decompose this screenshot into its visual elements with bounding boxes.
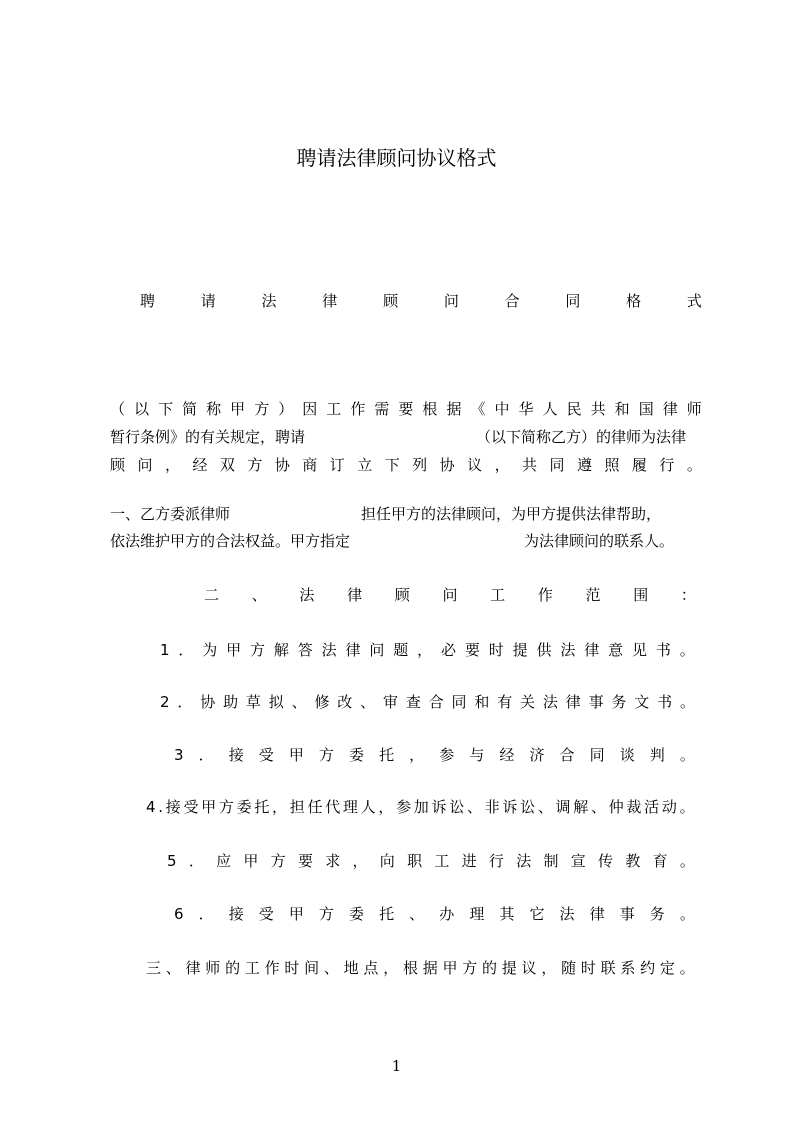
contract-subtitle: 聘 请 法 律 顾 问 合 同 格 式 xyxy=(140,292,702,310)
scope-item-1: 1 ． 为 甲 方 解 答 法 律 问 题 ， 必 要 时 提 供 法 律 意 见 书 。 xyxy=(160,641,695,659)
clause1-line-1-end: 担任甲方的法律顾问，为甲方提供法律帮助， xyxy=(361,505,662,523)
page-number: 1 xyxy=(391,1057,402,1075)
clause1-line-2-start: 依法维护甲方的合法权益。甲方指定 xyxy=(110,532,351,550)
clause3: 三 、 律 师 的 工 作 时 间 、 地 点 ， 根 据 甲 方 的 提 议 ， 随 时 联 系 约 定 。 xyxy=(146,959,695,977)
clause1-line-2-end: 为法律顾问的联系人。 xyxy=(524,532,675,550)
scope-item-2: 2 ． 协 助 草 拟 、 修 改 、 审 查 合 同 和 有 关 法 律 事 务 文 书 。 xyxy=(160,693,695,711)
preamble-line-1: （ 以 下 简 称 甲 方 ） 因 工 作 需 要 根 据 《 中 华 人 民 共 和 国 律 师 xyxy=(110,400,702,418)
scope-item-3: 3 ． 接 受 甲 方 委 托 ， 参 与 经 济 合 同 谈 判 。 xyxy=(174,746,695,764)
scope-item-5: 5 ． 应 甲 方 要 求 ， 向 职 工 进 行 法 制 宣 传 教 育 。 xyxy=(167,852,695,870)
scope-item-6: 6 ． 接 受 甲 方 委 托 、 办 理 其 它 法 律 事 务 。 xyxy=(174,905,695,923)
preamble-line-2-start: 暂行条例》的有关规定，聘请 xyxy=(110,428,306,446)
scope-item-4: 4 . 接 受 甲 方 委 托 ， 担 任 代 理 人 ， 参 加 诉 讼 、 非 诉 讼 、 调 解 、 仲 裁 活 动 。 xyxy=(146,798,695,816)
preamble-line-3: 顾 问 ， 经 双 方 协 商 订 立 下 列 协 议 ， 共 同 遵 照 履 行 。 xyxy=(110,456,702,474)
clause1-line-1-start: 一、乙方委派律师 xyxy=(110,505,231,523)
clause2-heading: 二 、 法 律 顾 问 工 作 范 围 ： xyxy=(204,586,696,604)
document-title: 聘请法律顾问协议格式 xyxy=(296,146,497,170)
preamble-line-2-end: （以下简称乙方）的律师为法律 xyxy=(476,428,687,446)
